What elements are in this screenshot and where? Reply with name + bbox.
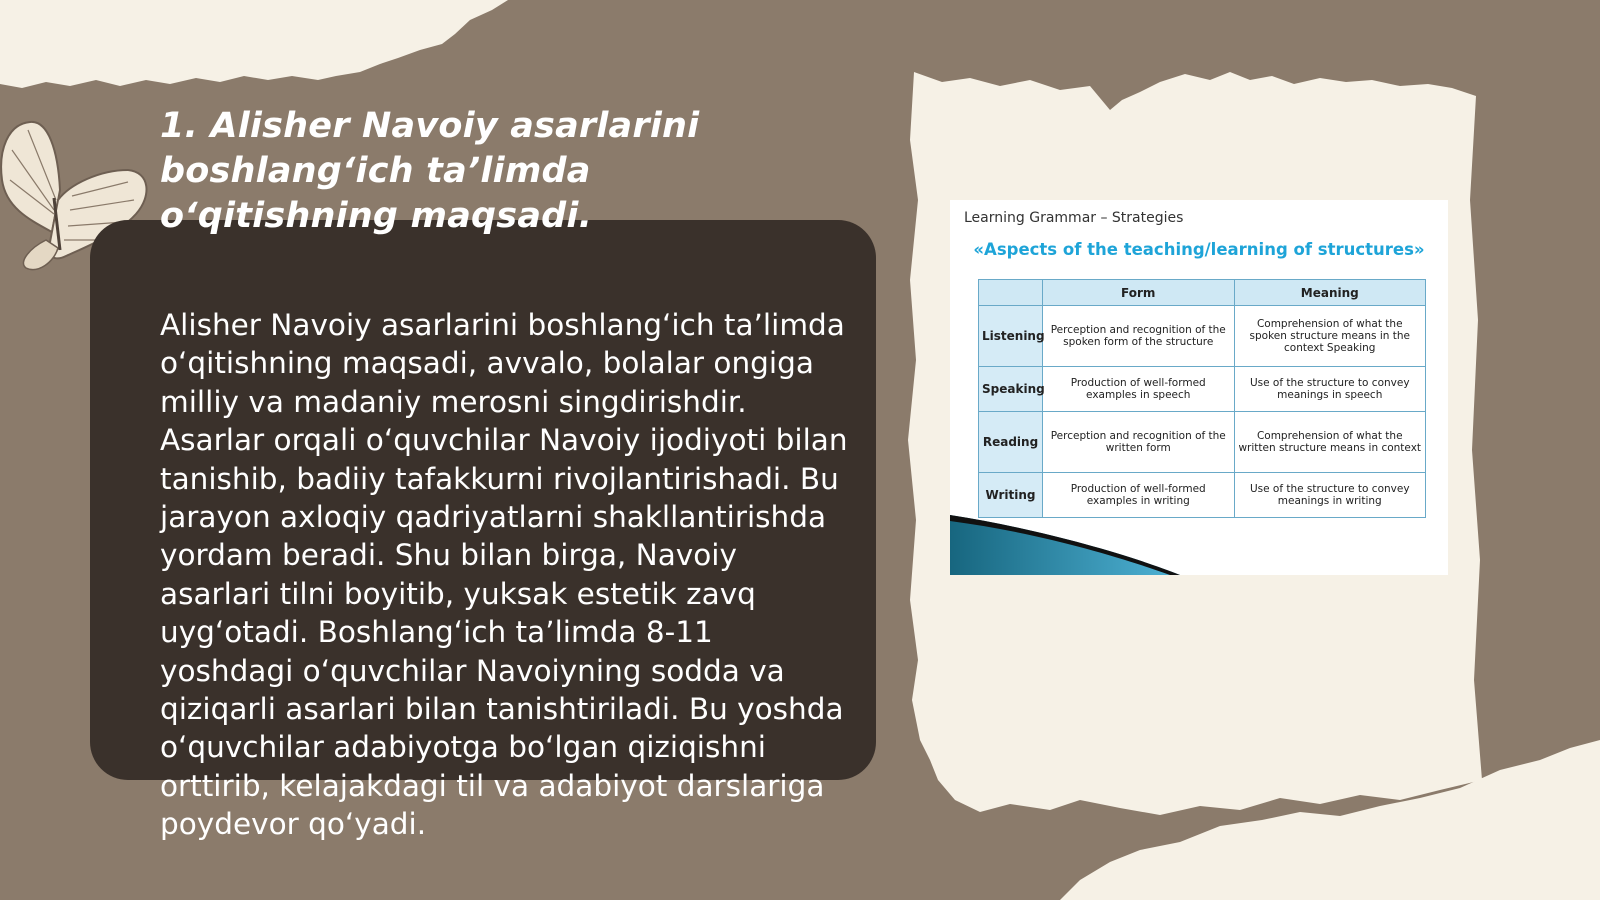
table-row [979, 367, 1426, 412]
table-row [979, 306, 1426, 367]
slide-title: 1. Alisher Navoiy asarlarini boshlang‘ich ta’limda o‘qitishning maqsadi. [160, 106, 700, 236]
table-header-cell [979, 280, 1043, 306]
row-skill: Speaking [979, 367, 1043, 412]
image-title: «Aspects of the teaching/learning of structures» [973, 240, 1425, 259]
row-meaning: Use of the structure to convey meanings in writing [1234, 473, 1426, 518]
table-header-cell: Meaning [1234, 280, 1426, 306]
torn-paper-top-left [0, 0, 508, 88]
row-skill: Writing [979, 473, 1043, 518]
row-form: Perception and recognition of the written form [1043, 412, 1235, 473]
image-header: Learning Grammar – Strategies [964, 210, 1184, 226]
table-row [979, 412, 1426, 473]
row-meaning: Use of the structure to convey meanings in speech [1234, 367, 1426, 412]
row-skill: Listening [979, 306, 1043, 367]
table-header-row [979, 280, 1426, 306]
aspects-table [978, 279, 1426, 518]
table-header-cell: Form [1043, 280, 1235, 306]
row-skill: Reading [979, 412, 1043, 473]
row-form: Perception and recognition of the spoken form of the structure [1043, 306, 1235, 367]
decorative-swoosh [950, 515, 1448, 575]
grammar-strategies-image [950, 200, 1448, 575]
row-form: Production of well-formed examples in writing [1043, 473, 1235, 518]
table-row [979, 473, 1426, 518]
row-meaning: Comprehension of what the written structure means in context [1234, 412, 1426, 473]
row-meaning: Comprehension of what the spoken structure means in the context Speaking [1234, 306, 1426, 367]
row-form: Production of well-formed examples in speech [1043, 367, 1235, 412]
body-paragraph: Alisher Navoiy asarlarini boshlang‘ich ta’limda o‘qitishning maqsadi, avvalo, bolalar ongiga milliy va madaniy merosni singdirishdir. Asarlar orqali o‘quvchilar Navoiy ijodiyoti bilan tanishib, badiiy tafakkurni rivojlantirishadi. Bu jarayon axloqiy qadriyatlarni shakllantirishda yordam beradi. Shu bilan birga, Navoiy asarlari tilni boyitib, yuksak estetik zavq uyg‘otadi. Boshlang‘ich ta’limda 8-11 yoshdagi o‘quvchilar Navoiyning sodda va qiziqarli asarlari bilan tanishtiriladi. Bu yoshda o‘quvchilar adabiyotga bo‘lgan qiziqishni orttirib, kelajakdagi til va adabiyot darslariga poydevor qo‘yadi. [160, 308, 848, 842]
